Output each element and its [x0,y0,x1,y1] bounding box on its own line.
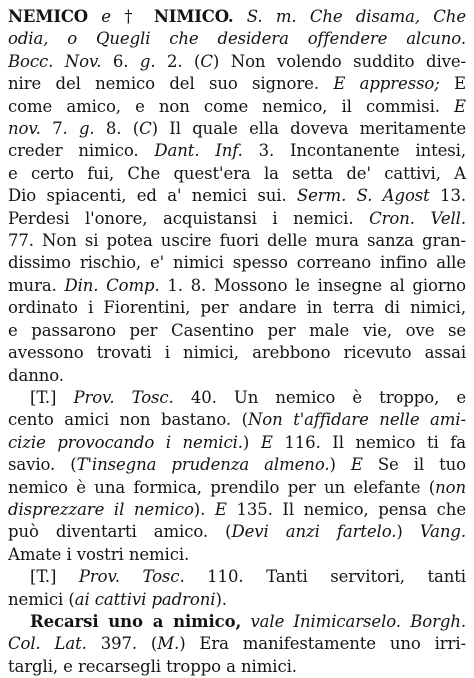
text-segment: ) [329,455,351,475]
headword-variant: NIMICO. [153,7,234,26]
text-line [8,566,466,588]
text-segment: targli, e recarsegli troppo a nimici. [8,656,297,676]
dagger-mark: † [124,7,141,26]
text-segment: e passarono per Casentino per male vie, ove se [8,320,466,340]
text-segment: 40. Un nemico è troppo, e [173,387,467,407]
italic-text: non [435,477,466,497]
text-segment: 110. Tanti servitori, tanti [184,567,466,587]
definition-line-2: odia, o Quegli che desidera offendere alcuno. [8,29,466,49]
text-segment: come amico, e non come nemico, il commisi. [8,96,455,116]
text-line [8,73,466,95]
italic-text: nov. [8,119,41,139]
text-line [8,432,466,454]
text-segment: danno. [8,365,64,385]
text-segment: 116. Il nemico ti fa [272,432,467,452]
italic-text: E [260,432,273,452]
text-segment: ) [396,522,420,542]
text-segment: ) [242,432,261,452]
text-segment: [T.] [30,567,79,587]
text-segment: 6. [101,51,140,71]
bold-text: Recarsi uno a nimico, [30,611,242,631]
text-segment: E [439,74,467,94]
text-segment: 13. [429,186,466,206]
italic-text: E [350,455,363,475]
italic-text: Devi anzi fartelo. [231,522,397,542]
italic-text: Vang. [419,522,467,542]
text-line [8,230,466,252]
text-segment: ) Non volendo suddito dive- [212,51,466,71]
text-segment: 1. 8. Mossono le insegne al giorno [159,275,466,295]
text-line [8,521,466,543]
italic-text: E [214,499,227,519]
text-line [8,51,466,73]
text-segment: cento amici non bastano. ( [8,410,248,430]
italic-text: M. [157,634,180,654]
italic-text: Bocc. Nov. [8,51,102,71]
text-line [8,163,466,185]
definition-line [8,28,466,50]
italic-text: E appresso; [333,74,440,94]
text-segment: avessono trovati i nimici, arebbono ricevuto assai [8,343,466,363]
grammar-label: S. m. [246,7,297,26]
text-segment: Perdesi l'onore, acquistansi i nemici. [8,208,370,228]
entry-header-line [8,6,466,28]
italic-text: g. [78,119,95,139]
italic-text: C [139,119,152,139]
text-line [8,477,466,499]
text-line [8,499,466,521]
text-line [8,252,466,274]
italic-text: g. [139,51,156,71]
italic-text: vale Inimicarselo. Borgh. [241,611,466,631]
text-line [8,656,466,678]
text-segment: creder nimico. [8,141,155,161]
text-segment: nire del nemico del suo signore. [8,74,334,94]
text-segment: e certo fui, Che quest'era la setta de' cattivi, A [8,163,466,183]
text-segment: 8. ( [94,119,140,139]
text-line [8,544,466,566]
definition-line-1: Che disama, Che [309,7,467,26]
text-line [8,365,466,387]
italic-text: Dant. Inf. [154,141,243,161]
italic-text: E [454,96,466,116]
text-line [8,140,466,162]
text-line [8,409,466,431]
text-line [8,185,466,207]
text-line [8,275,466,297]
italic-text: T'insegna prudenza almeno. [76,455,330,475]
italic-text: Cron. Vell. [369,208,466,228]
italic-text: Serm. S. Agost [296,186,430,206]
text-segment: 3. Incontanente intesi, [242,141,466,161]
text-segment: savio. ( [8,455,77,475]
text-segment: Se il tuo [362,455,466,475]
text-segment: 7. [40,119,79,139]
text-segment: Dio spiacenti, ed a' nemici sui. [8,186,297,206]
text-line [8,454,466,476]
text-segment: può diventarti amico. ( [8,522,232,542]
text-segment: dissimo rischio, e' nimici spesso correano infino alle [8,253,466,273]
headword-connector: e [101,7,111,26]
text-segment: Amate i vostri nemici. [8,544,190,564]
text-line [8,208,466,230]
text-segment: nemico è una formica, prendilo per un elefante ( [8,477,436,497]
text-segment: mura. [8,275,65,295]
text-line [8,387,466,409]
italic-text: Col. Lat. [8,634,87,654]
italic-text: cizie provocando i nemici. [8,432,243,452]
italic-text: ai cattivi padroni [74,589,216,609]
text-line [8,118,466,140]
text-segment: ). [215,589,227,609]
text-segment: [T.] [30,387,74,407]
text-line [8,633,466,655]
text-segment: nemici ( [8,589,75,609]
text-line [8,320,466,342]
text-line [8,611,466,633]
text-line [8,297,466,319]
italic-text: Non t'affidare nelle ami- [247,410,466,430]
italic-text: Prov. Tosc. [78,567,185,587]
italic-text: C [200,51,213,71]
text-segment: ). [193,499,215,519]
text-segment: ordinato i Fiorentini, per andare in terra di nimici, [8,298,466,318]
headword: NEMICO [8,7,88,26]
text-segment: ) Era manifestamente uno irri- [179,634,467,654]
text-line [8,96,466,118]
text-line [8,342,466,364]
italic-text: Din. Comp. [64,275,160,295]
italic-text: Prov. Tosc. [73,387,174,407]
text-segment: ) Il quale ella doveva meritamente [151,119,467,139]
entry-body [8,51,466,678]
dictionary-entry [8,6,466,678]
text-segment: 2. ( [155,51,201,71]
text-segment: 135. Il nemico, pensa che [226,499,466,519]
text-line [8,589,466,611]
text-segment: 77. Non si potea uscire fuori delle mura sanza gran- [8,231,466,251]
italic-text: disprezzare il nemico [8,499,194,519]
text-segment: 397. ( [86,634,158,654]
